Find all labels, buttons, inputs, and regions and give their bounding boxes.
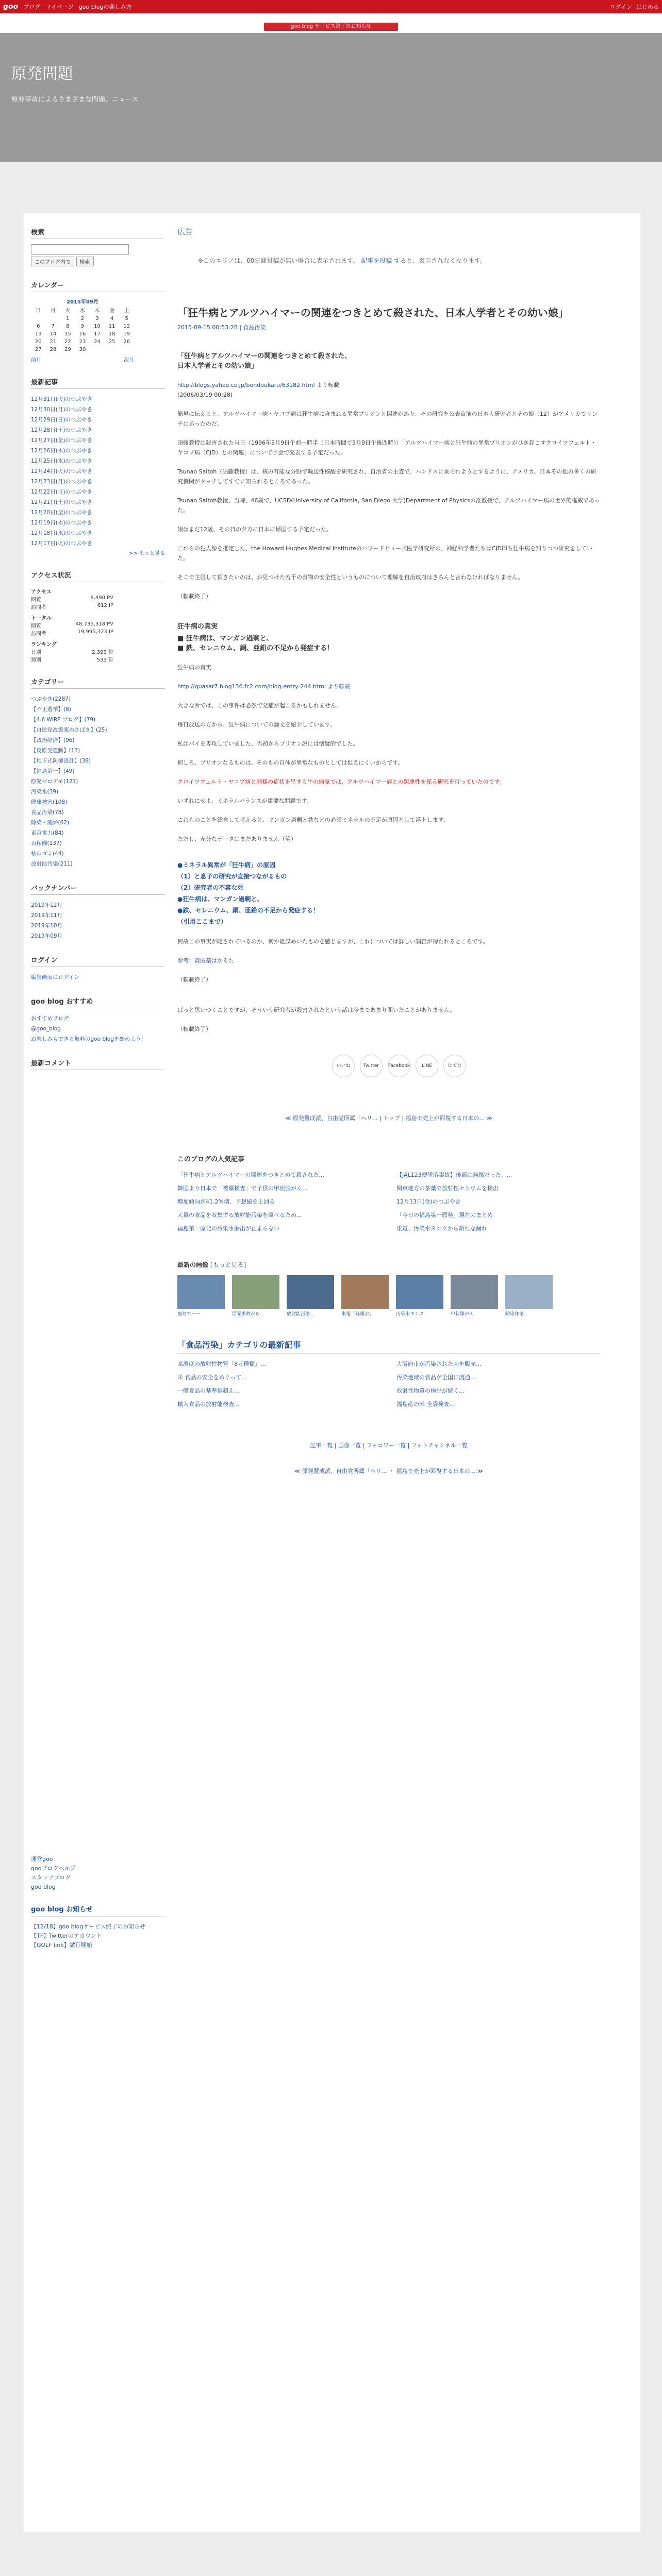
goo-footer-link[interactable]: goo blog	[31, 1884, 56, 1890]
quote-source	[177, 380, 600, 400]
calendar-day: 火	[65, 308, 71, 314]
footer-next-link[interactable]: 福島で売上が回復する日本の... ≫	[396, 1468, 484, 1475]
bullet-link[interactable]: ●鉄、セレニウム、銅、亜鉛の不足から発症する！	[177, 907, 319, 914]
closing-end: （転載終了）	[177, 976, 211, 983]
quote-url-link[interactable]: http://blogs.yahoo.co.jp/bondoukaru/63182.html	[177, 382, 315, 388]
thumbs-heading: 最新の画像	[177, 1261, 209, 1268]
calendar-table	[31, 305, 134, 353]
bullet-link[interactable]: （引用ここまで）	[177, 918, 227, 925]
calendar-day: 土	[124, 308, 129, 314]
calendar-date[interactable]: 13	[35, 331, 42, 337]
goo-news-link[interactable]: 【12/18】goo blogサービス終了のお知らせ	[31, 1923, 146, 1930]
goo-footer	[31, 1855, 165, 1950]
popular-grid	[177, 1170, 600, 1234]
thumb-item[interactable]	[396, 1275, 443, 1319]
calendar-date[interactable]: 6	[37, 324, 40, 329]
total-label: 閲覧	[31, 623, 41, 629]
post-nav: ≪ 原発賛成派、自由党所属「ヘリ... | トップ | 福島で売上が回復する日本の... ≫	[285, 1115, 493, 1122]
thumb-item[interactable]	[232, 1275, 279, 1319]
rank-row	[31, 655, 113, 663]
thumb-image[interactable]	[396, 1275, 443, 1309]
section2-paragraph: 私はパイを専攻していました、当初からプリオン説には懐疑的でした。	[177, 740, 359, 747]
total-value: 19,995,323 IP	[77, 629, 113, 635]
rank-label: ランキング	[31, 642, 57, 648]
section2-paragraph: ただし、充分なデータはまだありません（笑）	[177, 836, 296, 842]
goo-recommend-heading: goo blog おすすめ	[31, 996, 165, 1008]
nav-prev-link[interactable]: ≪ 原発賛成派、自由党所属「ヘリ...	[285, 1115, 378, 1122]
calendar-date[interactable]: 29	[64, 347, 71, 352]
category-link[interactable]: 【不正選挙】(8)	[31, 706, 71, 713]
thumb-caption[interactable]: 放射能汚染...	[287, 1312, 315, 1317]
recent-post-link[interactable]: 12月23日(月)のつぶやき	[31, 479, 92, 485]
post-paragraph: そこで主張して頂きたいのは、お見つけた若干の食物の安全性というものについて理解を自治政府はきちんと言わなければなりません。	[177, 574, 524, 581]
post-paragraph: 須藤教授は殺害された当日（1996年5月9日午前一時半（日本時間で5月9日午後四時））「アルツハイマー病と狂牛病の異常プリオンがひき起こすクロイツフェルト・ヤコブ病（CJD）との関連」について学会で発表する予定だった。	[177, 439, 597, 456]
calendar-date[interactable]: 19	[123, 331, 130, 337]
share-button[interactable]: いいね	[332, 1055, 355, 1077]
category-link[interactable]: 【福島第一】(49)	[31, 768, 75, 774]
goo-recommend-list	[31, 1013, 165, 1044]
recent-post-link[interactable]: 12月24日(火)のつぶやき	[31, 468, 92, 474]
popular-post-link[interactable]: 関東地方の茶葉で放射性セシウムを検出	[396, 1185, 499, 1192]
closing-ref[interactable]: 参考：森医薬はかるた	[177, 957, 234, 964]
goo-logo[interactable]: goo	[3, 3, 19, 11]
category-heading: カテゴリー	[31, 676, 165, 689]
comment-end: （転載終了）	[177, 1026, 211, 1032]
goo-footer-link[interactable]: gooブログヘルプ	[31, 1865, 76, 1872]
popular-post-link[interactable]: 「今日の福島第一原発」現在のまとめ	[396, 1212, 493, 1218]
blog-description: 原発事故によるさまざまな問題、ニュース	[11, 96, 139, 104]
calendar-date	[105, 346, 120, 353]
post-date: 2015-09-15 00:53:28	[177, 324, 238, 331]
category-link[interactable]: 【反原発運動】(13)	[31, 748, 80, 754]
start-link[interactable]: はじめる	[636, 4, 659, 10]
thumb-item[interactable]	[341, 1275, 389, 1319]
popular-post-link[interactable]: 大量の食品を収集する放射能汚染を調べるため...	[177, 1212, 302, 1218]
quote-title-line2: 日本人学者とその幼い娘」	[177, 362, 258, 370]
section2-paragraph: いずれにせよ、ミネラルバランスが重要な問題です。	[177, 798, 312, 804]
share-button[interactable]: Facebook	[388, 1055, 410, 1077]
calendar-date[interactable]: 20	[35, 339, 42, 345]
quote-title	[177, 351, 600, 371]
popular-post-link[interactable]: 【JAL123便墜落事故】後部は無傷だった、...	[396, 1172, 512, 1178]
calendar-date[interactable]: 10	[94, 324, 101, 329]
recent-post-link[interactable]: 12月20日(金)のつぶやき	[31, 510, 92, 516]
calendar-date[interactable]: 18	[108, 331, 115, 337]
calendar-row	[31, 330, 134, 338]
popular-post-link[interactable]: 韓国より日本で「被曝検査」で子供の甲状腺がん...	[177, 1185, 308, 1192]
calendar-day: 木	[94, 308, 100, 314]
recent-post-link[interactable]: 12月30日(月)のつぶやき	[31, 406, 92, 413]
service-end-notice-button[interactable]: goo blog サービス終了のお知らせ	[264, 23, 398, 31]
nav-next-link[interactable]: 福島で売上が回復する日本の... ≫	[405, 1115, 493, 1122]
thumb-caption[interactable]: 除染作業	[505, 1312, 524, 1317]
calendar-date[interactable]: 17	[94, 331, 101, 337]
thumbs-row	[177, 1275, 600, 1319]
popular-post-link[interactable]: 「狂牛病とアルツハイマーの関連をつきとめて殺された...	[177, 1172, 324, 1178]
calendar-date	[119, 346, 134, 353]
access-value: 612 IP	[97, 603, 113, 608]
backnumber-link[interactable]: 2019年11月	[31, 912, 63, 919]
post-meta: 2015-09-15 00:53:28 | 食品汚染	[177, 324, 266, 331]
calendar-date[interactable]: 14	[49, 331, 57, 337]
popular-post-link[interactable]: 12月13日(金)のつぶやき	[396, 1198, 461, 1205]
post-paragraph: これらの犯人像を推定した、the Howard Hughes Medical Instituteのハワードヒューズ医学研究所の、神経科学者たちはCJD即ち狂牛病を知りつつ研究をしていた。	[177, 545, 593, 562]
top-bar	[0, 0, 662, 13]
category-link[interactable]: 東京電力(84)	[31, 830, 64, 836]
share-button[interactable]: LINE	[416, 1055, 438, 1077]
section2-paragraph[interactable]: http://quasar7.blog136.fc2.com/blog-entry-244.html より転載	[177, 683, 351, 690]
category-latest-link[interactable]: 輸入食品の放射能検査...	[177, 1401, 240, 1408]
goo-news-list	[31, 1922, 165, 1950]
bullet-links	[177, 859, 600, 927]
category-link[interactable]: 【4.6 WIRE ブログ】(79)	[31, 717, 96, 723]
calendar-day: 月	[50, 308, 56, 314]
post-paragraph: （転載終了）	[177, 593, 211, 600]
calendar-date[interactable]: 7	[51, 324, 55, 329]
calendar-prev-link[interactable]: 前月	[31, 358, 41, 363]
category-link[interactable]: 再稼働(137)	[31, 840, 62, 846]
calendar-date	[31, 315, 46, 323]
calendar-date[interactable]: 27	[35, 347, 42, 352]
paragraphs	[177, 409, 600, 563]
calendar-date[interactable]: 30	[79, 347, 86, 352]
total-row	[31, 629, 113, 637]
post-title[interactable]: 「狂牛病とアルツハイマーの関連をつきとめて殺された、日本人学者とその幼い娘」	[177, 307, 569, 319]
calendar-date	[90, 346, 105, 353]
ad-notice-tail: すると、表示されなくなります。	[394, 257, 487, 264]
category-latest-link[interactable]: 大阪府市が汚染された肉を販売...	[396, 1361, 482, 1367]
calendar-month: 2015年09月	[67, 299, 98, 305]
goo-footer-link[interactable]: 運営goo	[31, 1856, 53, 1862]
rank-label: 日別	[31, 650, 41, 655]
popular-post-link[interactable]: 増加傾向が41.2%増、予想値を上回る	[177, 1198, 275, 1205]
paragraphs-mid	[177, 572, 600, 601]
access-label: 閲覧	[31, 597, 41, 603]
category-link[interactable]: 食品汚染(78)	[31, 809, 64, 816]
category-link[interactable]: 【地下式防御設計】(38)	[31, 758, 91, 764]
calendar-date	[46, 315, 61, 323]
calendar-date[interactable]: 28	[49, 347, 57, 352]
category-latest-link[interactable]: 汚染地域の食品が全国に流通...	[396, 1374, 476, 1381]
category-link[interactable]: 【自民党改憲案のさばき】(25)	[31, 727, 107, 733]
footer-prev-link[interactable]: ≪ 原発賛成派、自由党所属「ヘリ...	[294, 1468, 387, 1475]
calendar-date[interactable]: 25	[108, 339, 115, 345]
category-link[interactable]: 汚染水(39)	[31, 789, 59, 795]
goo-footer-link[interactable]: スタッフブログ	[31, 1874, 71, 1881]
section2-sub1: ■ 狂牛病は、マンガン過剰と、	[177, 635, 273, 642]
backnumber-link[interactable]: 2019年12月	[31, 902, 63, 908]
thumb-caption[interactable]: 福島でーー	[177, 1312, 201, 1317]
section2-sub2: ■ 鉄、セレニウム、銅、亜鉛の不足から発症する！	[177, 645, 334, 652]
thumb-image[interactable]	[287, 1275, 334, 1309]
rank-row	[31, 648, 113, 655]
calendar-heading: カレンダー	[31, 280, 165, 292]
calendar-date[interactable]: 22	[64, 339, 71, 345]
sidebar	[31, 227, 165, 1075]
post-paragraph: Tsunao Saitoh（須藤教授）は、核の有能な分野で輸送性核酸を研究され、自治省の主査で、ハンドスに乗られようとするように、アメリカ、日本その他の多くの研究機関がタッチしてすでに知られるところであった。	[177, 468, 597, 485]
calendar-date[interactable]: 15	[64, 331, 71, 337]
post-paragraph: Tsunao Saitoh教授、当時、46歳で、UCSD(University of California, San Diego 大学)Department of Physicsの准教授で、アルツハイマー病の世界的権威であった。	[177, 497, 600, 514]
category-link[interactable]: 核のゴミ(44)	[31, 851, 64, 857]
total-label: 訪問者	[31, 631, 46, 637]
search-button[interactable]: 検索	[76, 257, 94, 266]
section2-paragraph: 毎日放送の方から、狂牛病についての論文を紹介しています。	[177, 721, 336, 728]
section2-title: 狂牛病の真実	[177, 623, 218, 631]
recent-post-link[interactable]: 12月25日(水)のつぶやき	[31, 458, 92, 464]
backnumber-link[interactable]: 2019年10月	[31, 923, 63, 929]
calendar-row	[31, 346, 134, 353]
rank-value: 2,393 位	[92, 650, 113, 655]
section2-paragraph: これらのことを総合して考えると、マンガン過剰と鉄などの必須ミネラルの不足が原因として浮上します。	[177, 817, 449, 823]
thumb-image[interactable]	[232, 1275, 279, 1309]
calendar-day: 水	[79, 308, 85, 314]
calendar-date[interactable]: 12	[123, 324, 130, 329]
calendar-row	[31, 315, 134, 323]
blog-header	[0, 33, 662, 162]
post-paragraph: 簡単に伝えると、アルツハイマー病・ヤコブ病は狂牛病に含まれる異常プリオンと関連があり、その研究を公表直前の日本人研究者とその娘（12）がアメリカでリンチにあったのだ。	[177, 411, 598, 427]
topbar-right	[610, 3, 659, 11]
topbar-link-blog[interactable]: ブログ	[23, 4, 41, 10]
footer-links[interactable]: 記事一覧 | 画像一覧 | フォロワー一覧 | フォトチャンネル一覧	[310, 1442, 468, 1449]
recent-post-link[interactable]: 12月22日(日)のつぶやき	[31, 489, 92, 495]
thumb-image[interactable]	[341, 1275, 389, 1309]
bullet-link[interactable]: ●ミネラル異常が「狂牛病」の原因	[177, 861, 276, 869]
backnumber-link[interactable]: 2019年09月	[31, 933, 63, 939]
section2-paragraphs	[177, 663, 600, 844]
bullet-link[interactable]: （1）と息子の研究が直接つながるもの	[177, 873, 287, 880]
main-content	[177, 227, 600, 1477]
quote-title-line1: 「狂牛病とアルツハイマーの関連をつきとめて殺された、	[177, 352, 352, 360]
calendar-date[interactable]: 4	[110, 316, 114, 321]
category-link[interactable]: 【政治経済】(96)	[31, 737, 75, 743]
thumb-image[interactable]	[177, 1275, 225, 1309]
calendar-day: 金	[109, 308, 115, 314]
recent-more-link[interactable]: >> もっと見る	[129, 551, 165, 556]
goo-recommend-link[interactable]: おすすめブログ	[31, 1015, 69, 1022]
goo-news-heading: goo blog お知らせ	[31, 1905, 165, 1917]
calendar-date[interactable]: 5	[125, 316, 128, 321]
goo-news-link[interactable]: 【GOLF link】試行開始	[31, 1942, 92, 1948]
goo-news-link[interactable]: 【TF】Twitterのアカウント	[31, 1933, 102, 1939]
bullet-link[interactable]: ●狂牛病は、マンガン過剰と、	[177, 895, 263, 903]
ad-notice-post-link[interactable]: 記事を投稿	[361, 257, 392, 264]
category-link[interactable]: つぶやき(2287)	[31, 696, 71, 702]
backnumber-heading: バックナンバー	[31, 883, 165, 895]
share-buttons	[332, 1055, 600, 1077]
recent-post-link[interactable]: 12月28日(土)のつぶやき	[31, 427, 92, 433]
popular-post-link[interactable]: 東電、汚染水タンクから新たな漏れ	[396, 1225, 487, 1232]
topbar-link-mypage[interactable]: マイページ	[45, 4, 74, 10]
share-button[interactable]: Twitter	[360, 1055, 383, 1077]
popular-post-link[interactable]: 福島第一原発の汚染水漏出が止まらない	[177, 1225, 279, 1232]
section2-paragraph: クロイツフェルト・ヤコブ病と同様の症状を呈する牛の病気では、アルツハイマー病との関連性を探る研究を行っていたのです。	[177, 778, 505, 785]
section2-paragraph: 狂牛病の真実	[177, 664, 211, 671]
search-input[interactable]	[31, 244, 129, 255]
recent-post-link[interactable]: 12月27日(金)のつぶやき	[31, 437, 92, 444]
recent-post-link[interactable]: 12月26日(木)のつぶやき	[31, 448, 92, 454]
category-link[interactable]: 放射能汚染(211)	[31, 861, 73, 867]
category-latest-link[interactable]: 放射性物質の検出が続く...	[396, 1387, 465, 1394]
popular-section	[177, 1155, 600, 1234]
category-latest-link[interactable]: 一般食品の基準値超え...	[177, 1387, 240, 1394]
section2-paragraph: 大きな所では、この事件は必然で発症が起こるかもしれません。	[177, 702, 342, 709]
login-heading: ログイン	[31, 955, 165, 967]
category-link[interactable]: 健康被害(108)	[31, 799, 68, 805]
calendar-date[interactable]: 11	[108, 324, 115, 329]
recent-post-link[interactable]: 12月31日(火)のつぶやき	[31, 396, 92, 402]
topbar-link-guide[interactable]: goo blogの楽しみ方	[78, 4, 132, 10]
recent-post-link[interactable]: 12月29日(日)のつぶやき	[31, 417, 92, 423]
calendar-date[interactable]: 8	[66, 324, 70, 329]
footer-nav: ≪ 原発賛成派、自由党所属「ヘリ... ・ 福島で売上が回復する日本の... ≫	[294, 1468, 484, 1475]
nav-top-link[interactable]: トップ	[383, 1115, 400, 1122]
access-label: アクセス	[31, 589, 52, 595]
calendar-date[interactable]: 24	[94, 339, 101, 345]
category-list	[31, 694, 165, 869]
access-row	[31, 595, 113, 603]
category-latest-grid	[177, 1359, 600, 1410]
recent-post-link[interactable]: 12月18日(水)のつぶやき	[31, 530, 92, 536]
quote-url-tail: より転載	[317, 382, 340, 388]
access-row	[31, 603, 113, 611]
ad-notice	[198, 256, 600, 266]
popular-heading: このブログの人気記事	[177, 1156, 245, 1163]
total-rows	[31, 621, 165, 637]
comment-heading: 最新コメント	[31, 1058, 165, 1070]
thumbs-more-link[interactable]: [もっと見る]	[210, 1261, 246, 1268]
thumb-caption[interactable]: 東電「処理水」	[341, 1312, 374, 1317]
access-rows	[31, 595, 165, 611]
thumb-item[interactable]	[505, 1275, 553, 1319]
recent-heading: 最新記事	[31, 377, 165, 389]
calendar-row	[31, 323, 134, 330]
calendar-date[interactable]: 16	[79, 331, 86, 337]
post-paragraph: 娘はまだ12歳、その日の夕方に日本に帰国する予定だった。	[177, 526, 332, 533]
total-label: トータル	[31, 616, 52, 621]
rank-rows	[31, 648, 165, 663]
recent-posts-list	[31, 394, 165, 549]
calendar-date[interactable]: 1	[66, 316, 70, 321]
access-heading: アクセス状況	[31, 570, 165, 582]
category-latest	[177, 1340, 600, 1410]
total-value: 48,735,318 PV	[75, 621, 113, 627]
recent-post-link[interactable]: 12月19日(木)のつぶやき	[31, 520, 92, 526]
calendar-body	[31, 315, 134, 353]
closing: 何故この事実が隠されているのか、何か陰謀めいたものを感じますが、これについては詳しい調査が待たれるところです。	[177, 938, 489, 945]
thumb-caption[interactable]: 甲状腺がん	[451, 1312, 474, 1317]
calendar-date[interactable]: 23	[79, 339, 86, 345]
calendar-next-link[interactable]: 次月	[124, 358, 134, 363]
category-link[interactable]: 除染・廃炉(62)	[31, 820, 70, 826]
thumb-caption[interactable]: 原発事故から...	[232, 1312, 264, 1317]
calendar-date[interactable]: 2	[80, 316, 85, 321]
thumb-item[interactable]	[287, 1275, 334, 1319]
ad-label[interactable]: 広告	[177, 227, 193, 236]
share-button[interactable]: はてな	[443, 1055, 466, 1077]
category-latest-heading: 「食品汚染」カテゴリの最新記事	[177, 1340, 600, 1354]
category-latest-link[interactable]: 米 食品の安全をめぐって...	[177, 1374, 247, 1381]
quote-date: (2006/03/19 00:28)	[177, 392, 233, 398]
bullet-link[interactable]: （2）研究者の不審な死	[177, 884, 244, 891]
section2-paragraph: 何しろ、プリオンなるものは、そのもの自体が異常なものとしては捉えにくいからです。	[177, 759, 404, 766]
recent-post-link[interactable]: 12月21日(土)のつぶやき	[31, 499, 92, 505]
blog-title[interactable]: 原発問題	[11, 65, 73, 83]
goo-recommend-link[interactable]: お楽しみもできる無料のgoo blogを始めよう!	[31, 1036, 143, 1042]
ad-notice-text: ※このエリアは、60日間投稿が無い場合に表示されます。	[198, 257, 359, 264]
calendar-date[interactable]: 26	[123, 339, 130, 345]
calendar-date[interactable]: 21	[49, 339, 57, 345]
thumb-image[interactable]	[451, 1275, 498, 1309]
comment-quote: ぱっと思いつくことですが、そういう研究者が殺害されたという話は今まであまり聞いたことがありません。	[177, 1007, 456, 1013]
access-label: 訪問者	[31, 605, 46, 611]
calendar-date[interactable]: 9	[80, 324, 85, 329]
calendar-header-row	[31, 305, 134, 315]
rank-value: 533 位	[96, 657, 113, 663]
recent-post-link[interactable]: 12月17日(火)のつぶやき	[31, 540, 92, 547]
login-link[interactable]: ログイン	[609, 4, 632, 10]
goo-recommend-link[interactable]: @goo_blog	[31, 1026, 61, 1032]
goo-footer-items	[31, 1855, 165, 1892]
thumb-image[interactable]	[505, 1275, 553, 1309]
category-latest-link[interactable]: 高濃度の放射性物質「8万種類」...	[177, 1361, 266, 1367]
category-link[interactable]: 原発ゼロデモ(121)	[31, 778, 78, 785]
post-body	[177, 351, 600, 1034]
thumbs-section	[177, 1260, 600, 1319]
calendar-row	[31, 338, 134, 346]
rank-label: 週別	[31, 657, 41, 663]
thumb-item[interactable]	[177, 1275, 225, 1319]
backnumber-list	[31, 900, 165, 941]
thumb-item[interactable]	[451, 1275, 498, 1319]
search-heading: 検索	[31, 227, 165, 239]
calendar-day: 日	[36, 308, 41, 314]
post-category-link[interactable]: 食品汚染	[243, 324, 266, 331]
access-value: 8,490 PV	[90, 595, 113, 601]
search-scope-button[interactable]: このブログ内で	[31, 257, 74, 266]
calendar-date[interactable]: 3	[95, 316, 99, 321]
total-row	[31, 621, 113, 629]
thumb-caption[interactable]: 汚染水タンク	[396, 1312, 424, 1317]
category-latest-link[interactable]: 福島産の米 全袋検査...	[396, 1401, 455, 1408]
login-link-sidebar[interactable]: 編集画面にログイン	[31, 974, 79, 980]
